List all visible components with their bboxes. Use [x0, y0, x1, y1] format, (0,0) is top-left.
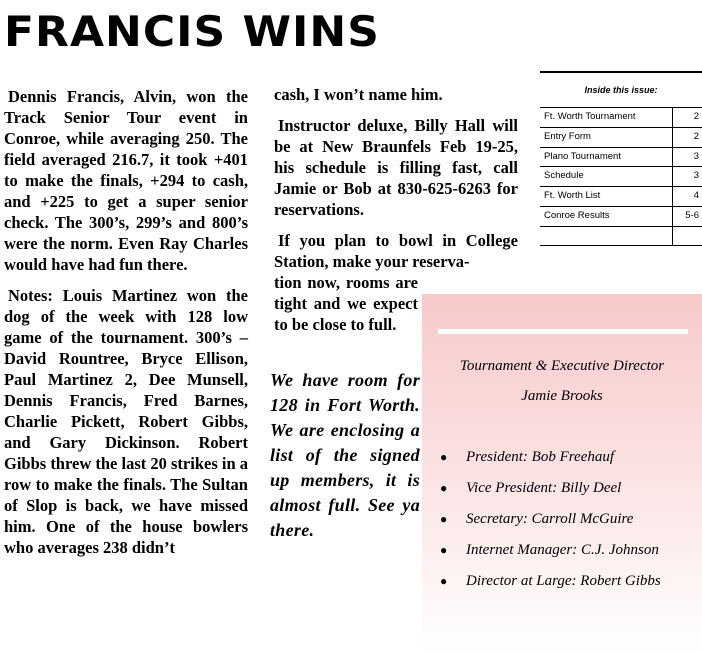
toc-item-page: 2	[693, 111, 699, 122]
officers-panel	[422, 294, 702, 653]
table-of-contents	[540, 71, 702, 239]
article-paragraph: Notes: Louis Martinez won the dog of the week with 128 low game of the tournament. 300’s – David Rountree, Bryce Ellison, Paul Martinez 2, Dee Munsell, Dennis Francis, Fred Barnes, Charlie Pickett, Robert Gibbs, and Gary Dickinson. Robert Gibbs threw the last 20 strikes in a row to make the finals. The Sultan of Slop is back, we have missed him. One of the house bowlers who averages 238 didn’t	[4, 286, 249, 557]
toc-item-page: 3	[693, 170, 699, 182]
toc-item-page: 3	[693, 150, 699, 162]
article-paragraph: Instructor deluxe, Billy Hall will be at New Braunfels Feb 19-25, his schedule is filling fast, call Jamie or Bob at 830-625-6263 for reservations.	[274, 116, 518, 219]
panel-divider	[438, 329, 688, 334]
toc-row[interactable]	[540, 128, 702, 148]
article-column-1	[4, 86, 248, 558]
officers-list	[440, 447, 661, 602]
toc-row[interactable]	[540, 148, 702, 168]
director-name: Jamie Brooks	[521, 388, 603, 404]
list-item: ● Vice President: Billy Deel	[440, 478, 661, 509]
toc-row[interactable]	[540, 167, 702, 187]
toc-item-page: 5-6	[685, 209, 699, 221]
toc-item-title: Schedule	[540, 167, 673, 186]
article-paragraph: tion now, rooms are tight and we expect to be close to full.	[274, 273, 418, 334]
toc-row[interactable]	[540, 187, 702, 207]
toc-item-title: Entry Form	[540, 128, 673, 147]
list-item: ● Internet Manager: C.J. Johnson	[440, 540, 661, 571]
toc-title: Inside this issue:	[540, 73, 702, 108]
toc-item-title: Plano Tournament	[540, 148, 673, 167]
article-paragraph: cash, I won’t name him.	[274, 85, 443, 104]
toc-empty-row	[540, 227, 702, 246]
toc-item-page: 2	[693, 130, 699, 142]
headline: FRANCIS WINS	[4, 7, 380, 57]
list-item: ● Director at Large: Robert Gibbs	[440, 571, 661, 602]
toc-row[interactable]	[540, 108, 702, 128]
toc-item-title: Ft. Worth List	[540, 187, 673, 206]
bullet-icon: ●	[440, 574, 448, 588]
list-item: ● President: Bob Freehauf	[440, 447, 661, 478]
bullet-icon: ●	[440, 450, 448, 464]
bullet-icon: ●	[440, 543, 448, 557]
bullet-icon: ●	[440, 512, 448, 526]
bullet-icon: ●	[440, 481, 448, 495]
toc-item-title: Ft. Worth Tournament	[540, 108, 673, 127]
toc-item-title: Conroe Results	[540, 207, 673, 226]
director-heading: Tournament & Executive Director	[459, 358, 665, 374]
list-item: ● Secretary: Carroll McGuire	[440, 509, 661, 540]
toc-row[interactable]	[540, 207, 702, 227]
article-paragraph: If you plan to bowl in College Station, make your reserva-	[274, 231, 518, 271]
toc-item-page: 4	[693, 190, 699, 202]
article-paragraph: Dennis Francis, Alvin, won the Track Senior Tour event in Conroe, while averaging 250. The field averaged 216.7, it took +401 to make the finals, +294 to cash, and +225 to get a super senior check. The 300’s, 299’s and 800’s were the norm. Even Ray Charles would have had fun there.	[4, 87, 248, 274]
callout-text: We have room for 128 in Fort Worth. We are enclosing a list of the signed up members, it is almost full. See ya there.	[270, 370, 420, 540]
